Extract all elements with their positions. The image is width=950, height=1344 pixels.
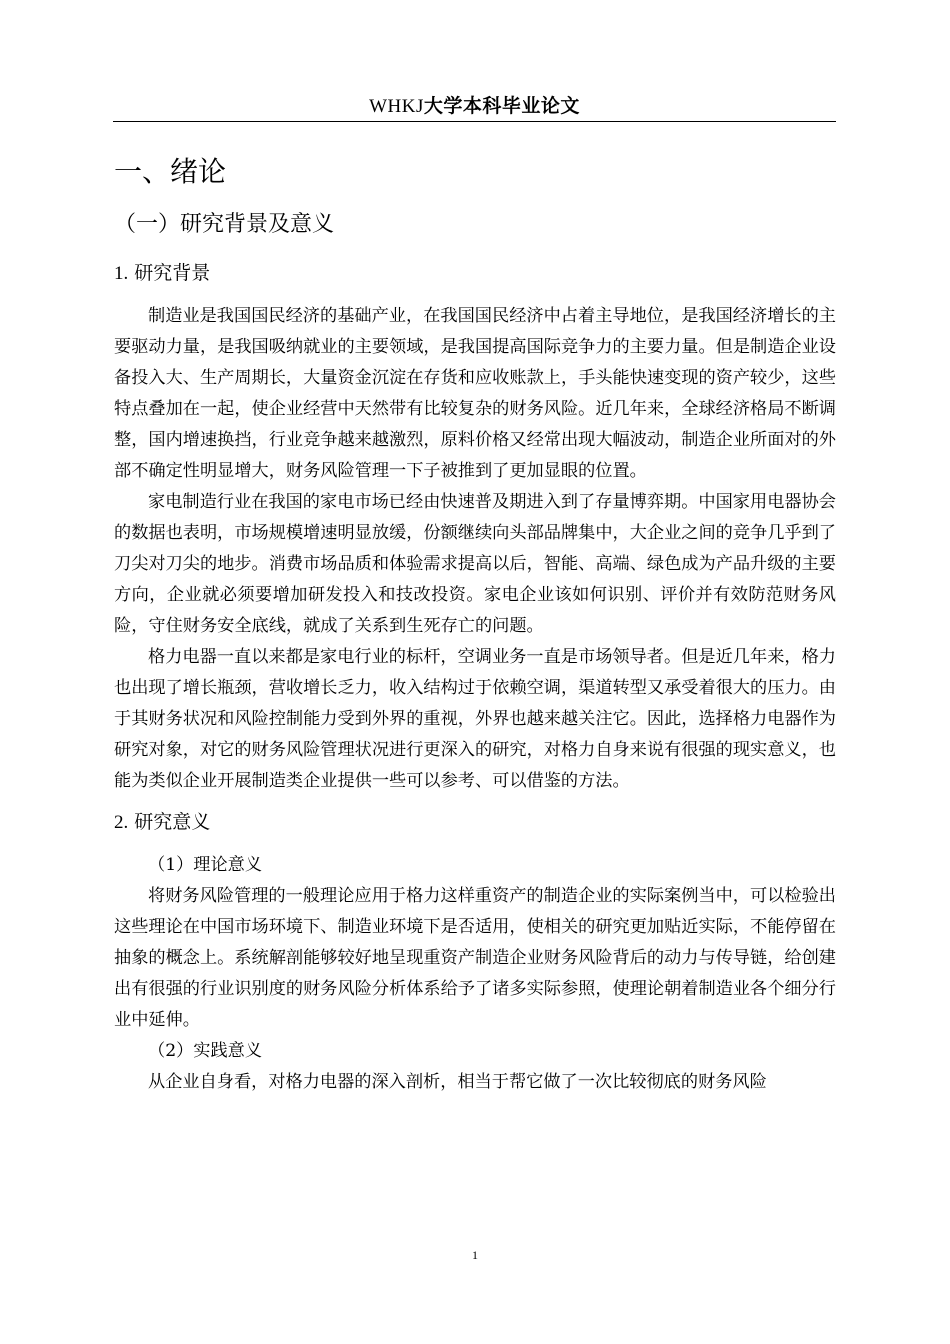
subsection-heading-background (114, 258, 836, 289)
subsection-number: 1. (114, 263, 129, 284)
header-latin: WHKJ (369, 96, 424, 117)
subsection-number: 2. (114, 812, 129, 833)
section-heading: （一）研究背景及意义 (114, 212, 335, 237)
subsection-title: 研究意义 (134, 811, 211, 833)
paragraph: 格力电器一直以来都是家电行业的标杆，空调业务一直是市场领导者。但是近几年来，格力也出现了增长瓶颈，营收增长乏力，收入结构过于依赖空调，渠道转型又承受着很大的压力。由于其财务状况和风险控制能力受到外界的重视，外界也越来越关注它。因此，选择格力电器作为研究对象，对它的财务风险管理状况进行更深入的研究，对格力自身来说有很强的现实意义，也能为类似企业开展制造类企业提供一些可以参考、可以借鉴的方法。 (114, 647, 836, 791)
page-header (113, 93, 836, 120)
header-rule (113, 121, 836, 122)
paragraph: 将财务风险管理的一般理论应用于格力这样重资产的制造企业的实际案例当中，可以检验出这些理论在中国市场环境下、制造业环境下是否适用，使相关的研究更加贴近实际，不能停留在抽象的概念上。系统解剖能够较好地呈现重资产制造企业财务风险背后的动力与传导链，给创建出有很强的行业识别度的财务风险分析体系给予了诸多实际参照，使理论朝着制造业各个细分行业中延伸。 (114, 886, 836, 1030)
subsection-heading-significance (114, 807, 836, 838)
paragraph: 从企业自身看，对格力电器的深入剖析，相当于帮它做了一次比较彻底的财务风险 (148, 1072, 767, 1092)
paragraph: 家电制造行业在我国的家电市场已经由快速普及期进入到了存量博弈期。中国家用电器协会的数据也表明，市场规模增速明显放缓，份额继续向头部品牌集中，大企业之间的竞争几乎到了刀尖对刀尖的地步。消费市场品质和体验需求提高以后，智能、高端、绿色成为产品升级的主要方向，企业就必须要增加研发投入和技改投资。家电企业该如何识别、评价并有效防范财务风险，守住财务安全底线，就成了关系到生死存亡的问题。 (114, 492, 836, 636)
chapter-heading: 一、绪论 (114, 155, 227, 188)
subsection-title: 研究背景 (134, 262, 211, 284)
paragraph: 制造业是我国国民经济的基础产业，在我国国民经济中占着主导地位，是我国经济增长的主要驱动力量，是我国吸纳就业的主要领域，是我国提高国际竞争力的主要力量。但是制造企业设备投入大、生产周期长，大量资金沉淀在存货和应收账款上，手头能快速变现的资产较少，这些特点叠加在一起，使企业经营中天然带有比较复杂的财务风险。近几年来，全球经济格局不断调整，国内增速换挡，行业竞争越来越激烈，原料价格又经常出现大幅波动，制造企业所面对的外部不确定性明显增大，财务风险管理一下子被推到了更加显眼的位置。 (114, 306, 836, 481)
page-number: 1 (472, 1248, 478, 1262)
sub-heading-theory: （1）理论意义 (148, 855, 263, 875)
header-title: 大学本科毕业论文 (423, 95, 580, 117)
page-body (114, 150, 836, 1098)
sub-heading-practice: （2）实践意义 (148, 1041, 263, 1061)
